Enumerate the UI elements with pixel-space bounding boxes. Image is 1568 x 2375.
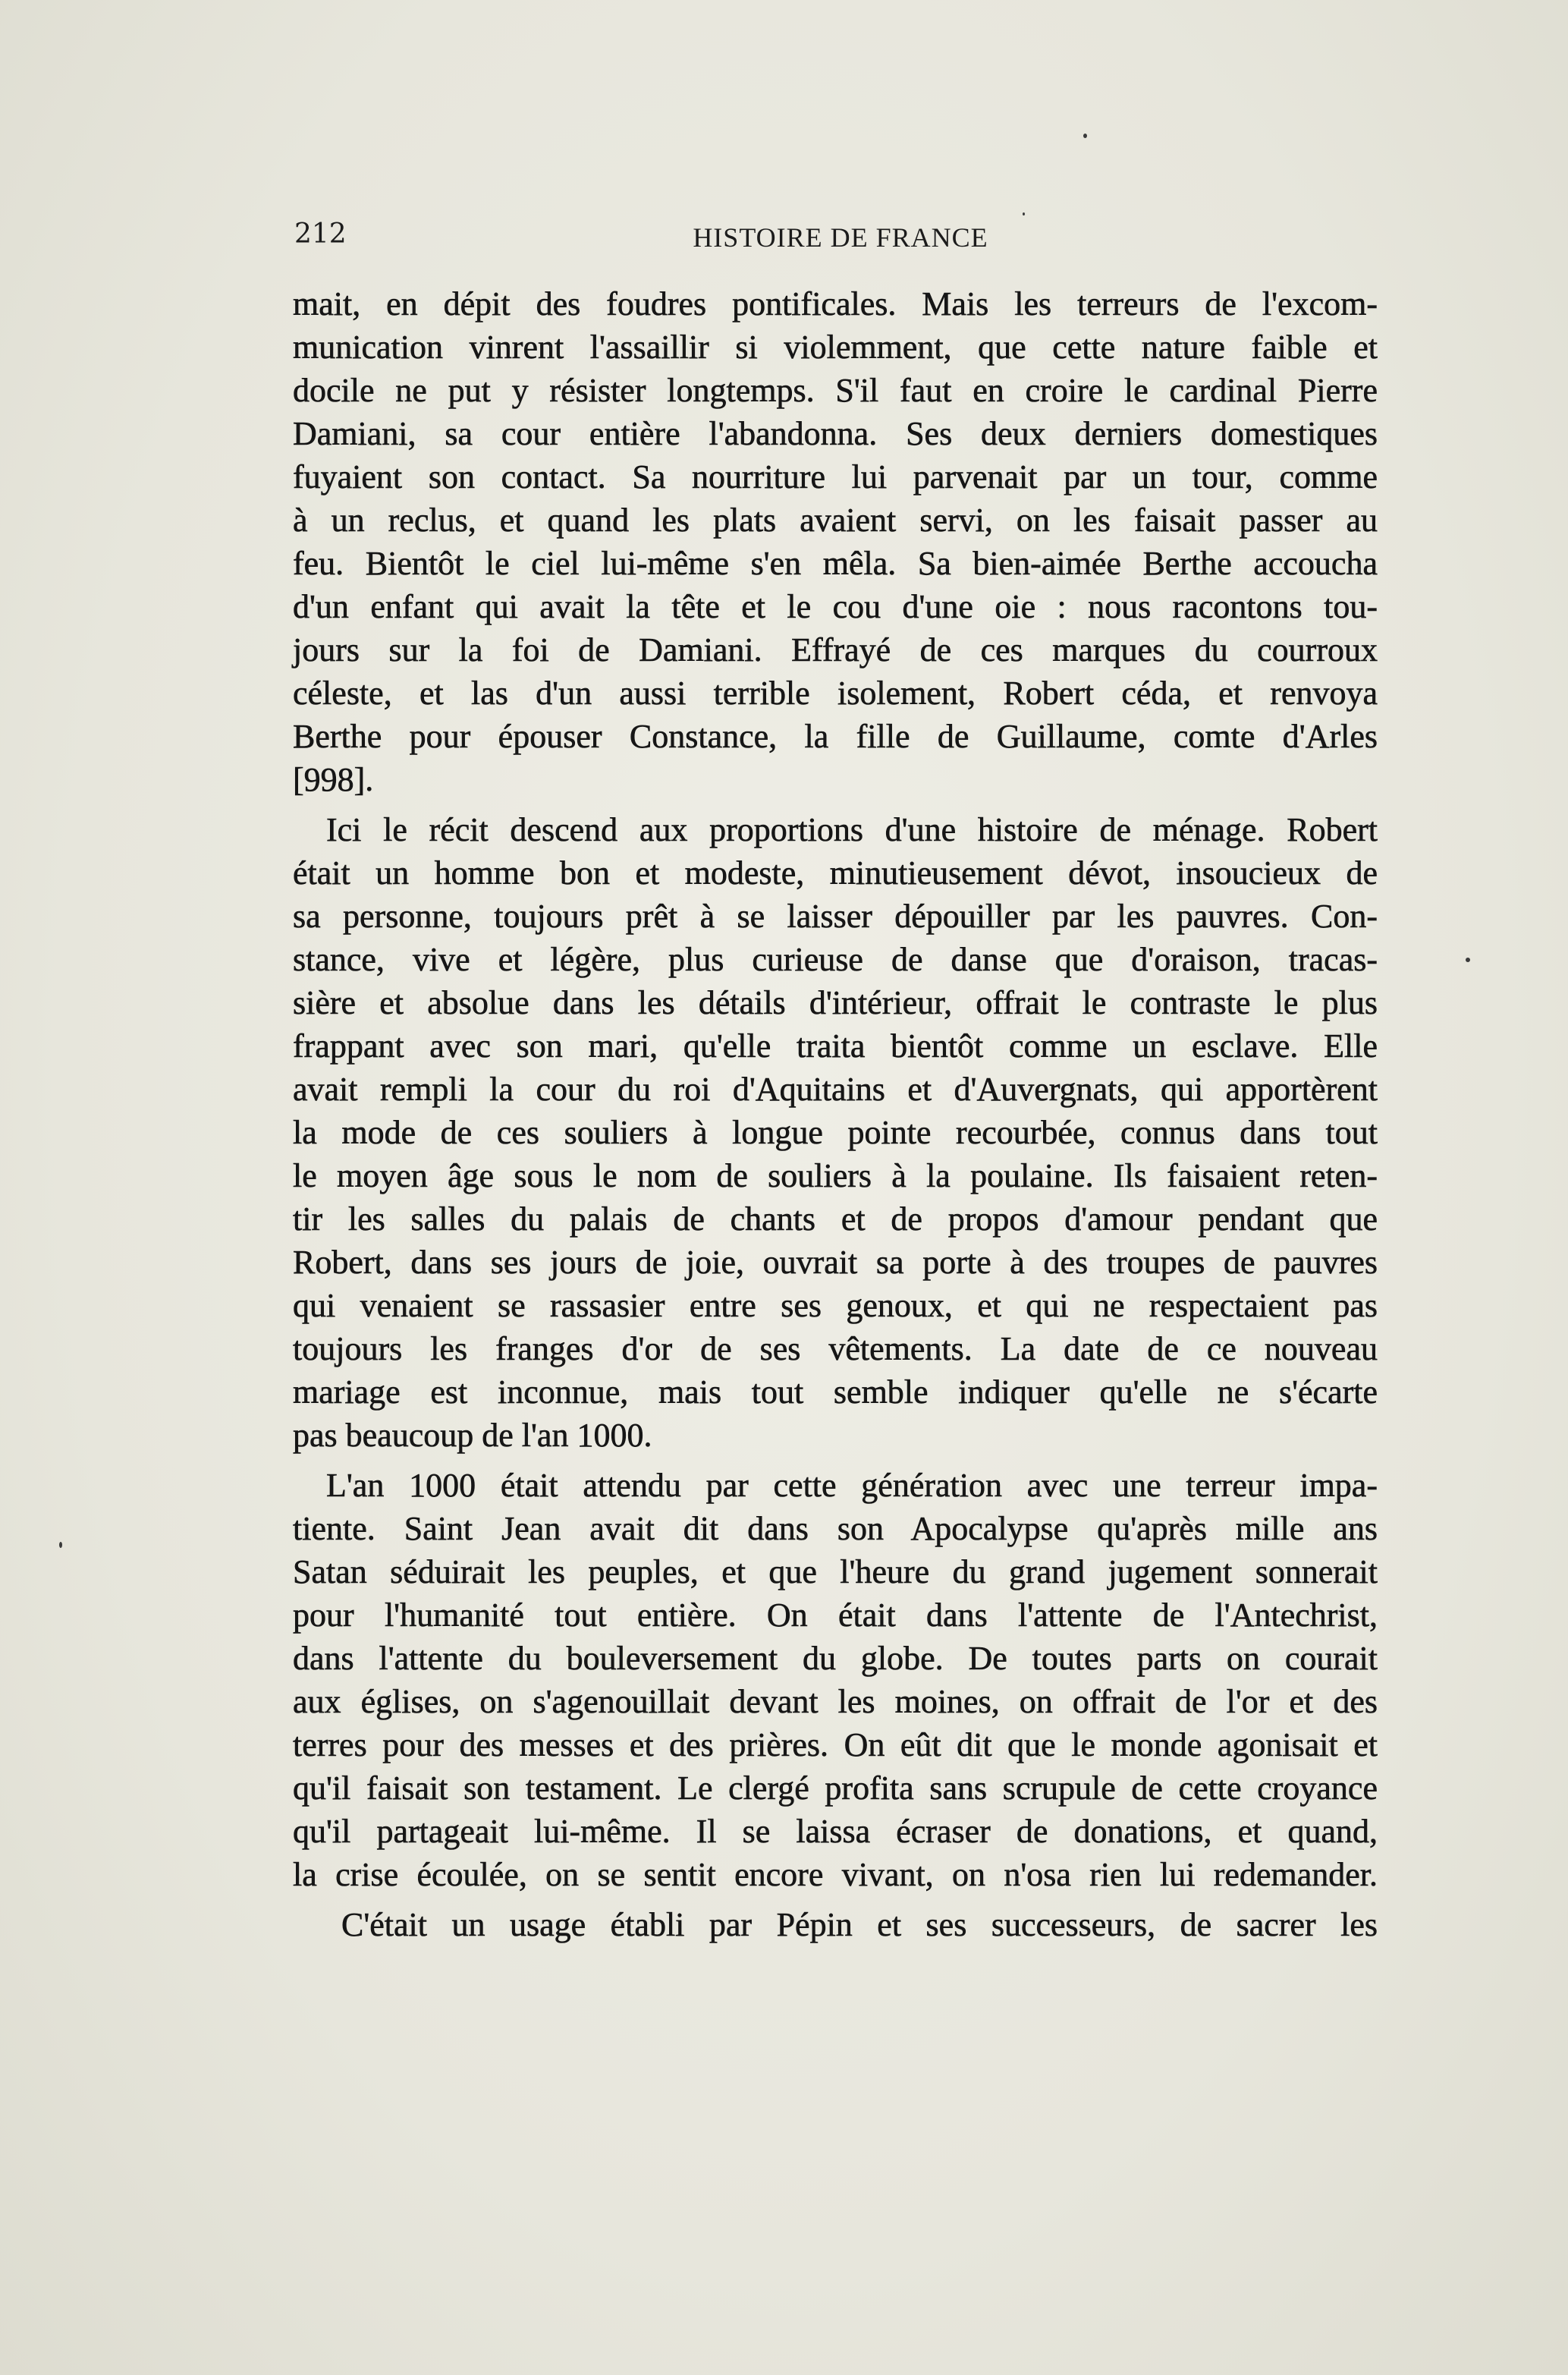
running-title: HISTOIRE DE FRANCE — [693, 222, 988, 253]
text-line: tiente. Saint Jean avait dit dans son Apocalypse qu'après mille ans — [293, 1510, 1378, 1547]
text-line: Satan séduirait les peuples, et que l'heure du grand jugement sonnerait — [293, 1553, 1378, 1590]
text-line: Ici le récit descend aux proportions d'une histoire de ménage. Robert — [326, 811, 1378, 848]
text-line: L'an 1000 était attendu par cette génération avec une terreur impa- — [326, 1467, 1378, 1504]
text-line: aux églises, on s'agenouillait devant les moines, on offrait de l'or et des — [293, 1683, 1378, 1720]
text-line: dans l'attente du bouleversement du globe. De toutes parts on courait — [293, 1640, 1378, 1677]
paper-speck — [1083, 134, 1087, 138]
text-line: munication vinrent l'assaillir si violemment, que cette nature faible et — [293, 329, 1378, 366]
text-line: C'était un usage établi par Pépin et ses successeurs, de sacrer les — [341, 1906, 1378, 1943]
text-line: la crise écoulée, on se sentit encore vivant, on n'osa rien lui redemander. — [293, 1856, 1378, 1893]
text-line: d'un enfant qui avait la tête et le cou d'une oie : nous racontons tou- — [293, 588, 1378, 625]
text-line: sière et absolue dans les détails d'intérieur, offrait le contraste le plus — [293, 984, 1378, 1021]
text-line: était un homme bon et modeste, minutieusement dévot, insoucieux de — [293, 854, 1378, 892]
text-line: la mode de ces souliers à longue pointe recourbée, connus dans tout — [293, 1114, 1378, 1151]
paragraph-3 — [293, 1464, 1378, 1896]
text-line: pas beaucoup de l'an 1000. — [293, 1417, 652, 1454]
paper-speck — [1023, 212, 1025, 215]
body-text — [293, 282, 1378, 1946]
paragraph-gap — [293, 1457, 1378, 1464]
text-line: mait, en dépit des foudres pontificales. Mais les terreurs de l'excom- — [293, 285, 1378, 322]
text-line: sa personne, toujours prêt à se laisser dépouiller par les pauvres. Con- — [293, 898, 1378, 935]
text-line: tir les salles du palais de chants et de propos d'amour pendant que — [293, 1200, 1378, 1238]
text-line: le moyen âge sous le nom de souliers à la poulaine. Ils faisaient reten- — [293, 1157, 1378, 1194]
paragraph-gap — [293, 801, 1378, 808]
text-line: Robert, dans ses jours de joie, ouvrait sa porte à des troupes de pauvres — [293, 1244, 1378, 1281]
text-line: fuyaient son contact. Sa nourriture lui parvenait par un tour, comme — [293, 458, 1378, 495]
text-line: stance, vive et légère, plus curieuse de danse que d'oraison, tracas- — [293, 941, 1378, 978]
paragraph-2 — [293, 808, 1378, 1457]
paragraph-gap — [293, 1896, 1378, 1903]
text-line: [998]. — [293, 761, 374, 798]
text-line: pour l'humanité tout entière. On était dans l'attente de l'Antechrist, — [293, 1596, 1378, 1634]
text-line: céleste, et las d'un aussi terrible isolement, Robert céda, et renvoya — [293, 675, 1378, 712]
text-line: avait rempli la cour du roi d'Aquitains et d'Auvergnats, qui apportèrent — [293, 1071, 1378, 1108]
text-line: terres pour des messes et des prières. On eût dit que le monde agonisait et — [293, 1726, 1378, 1763]
page-number: 212 — [294, 219, 347, 250]
paragraph-1 — [293, 282, 1378, 801]
paragraph-4 — [293, 1903, 1378, 1946]
text-line: qu'il faisait son testament. Le clergé profita sans scrupule de cette croyance — [293, 1769, 1378, 1807]
text-line: frappant avec son mari, qu'elle traita bientôt comme un esclave. Elle — [293, 1027, 1378, 1065]
text-line: Damiani, sa cour entière l'abandonna. Ses deux derniers domestiques — [293, 415, 1378, 452]
text-line: feu. Bientôt le ciel lui-même s'en mêla. Sa bien-aimée Berthe accoucha — [293, 545, 1378, 582]
text-line: docile ne put y résister longtemps. S'il faut en croire le cardinal Pierre — [293, 372, 1378, 409]
text-line: jours sur la foi de Damiani. Effrayé de ces marques du courroux — [293, 631, 1378, 668]
text-line: qu'il partageait lui-même. Il se laissa écraser de donations, et quand, — [293, 1813, 1378, 1850]
text-line: Berthe pour épouser Constance, la fille de Guillaume, comte d'Arles — [293, 718, 1378, 755]
text-line: qui venaient se rassasier entre ses genoux, et qui ne respectaient pas — [293, 1287, 1378, 1324]
text-line: toujours les franges d'or de ses vêtements. La date de ce nouveau — [293, 1330, 1378, 1367]
text-line: à un reclus, et quand les plats avaient servi, on les faisait passer au — [293, 502, 1378, 539]
page-header — [294, 219, 1387, 264]
text-line: mariage est inconnue, mais tout semble indiquer qu'elle ne s'écarte — [293, 1373, 1378, 1411]
paper-speck — [1466, 958, 1470, 962]
paper-speck — [59, 1542, 62, 1548]
